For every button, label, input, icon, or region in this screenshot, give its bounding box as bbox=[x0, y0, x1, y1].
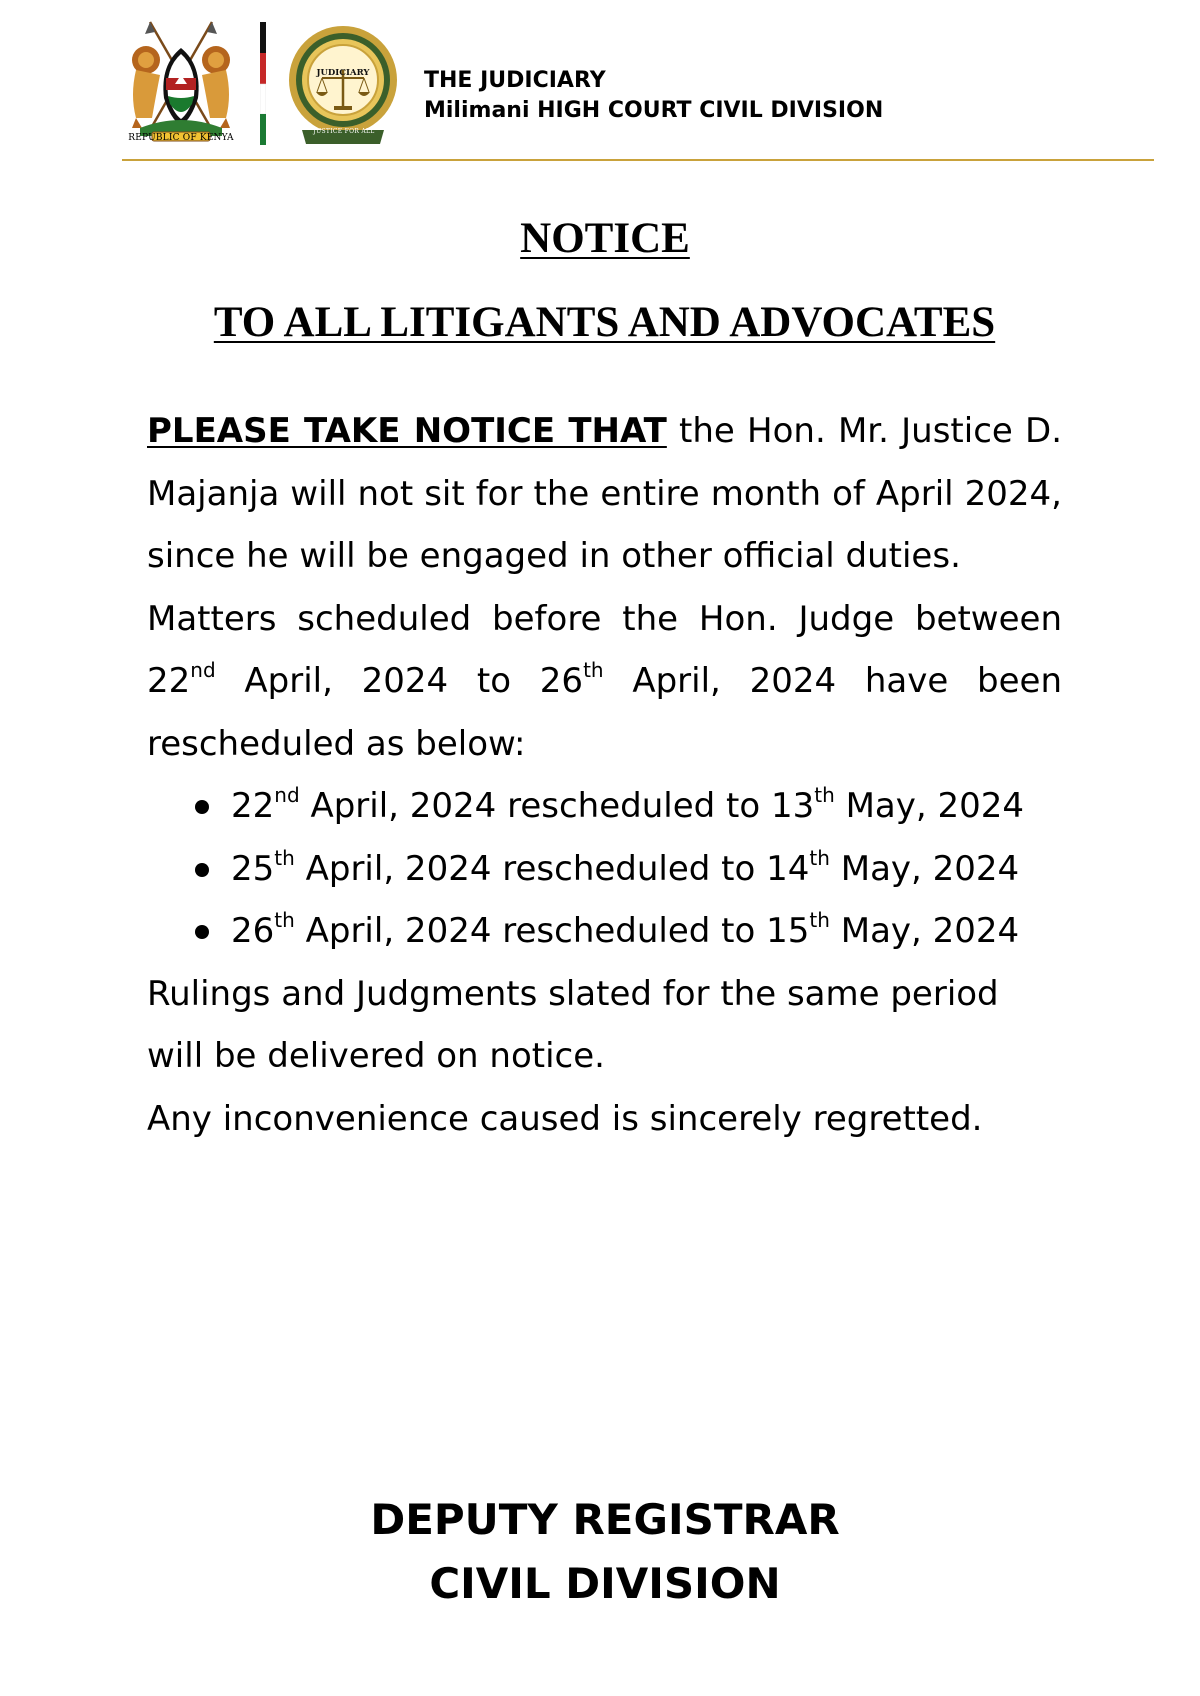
organization-name: THE JUDICIARY bbox=[424, 68, 606, 93]
schedule-text: Matters scheduled before the Hon. Judge between 22 bbox=[147, 598, 1062, 701]
header-divider bbox=[122, 159, 1154, 161]
signatory-title: DEPUTY REGISTRAR bbox=[370, 1495, 840, 1544]
schedule-text: April, 2024 to 26 bbox=[215, 661, 584, 701]
reschedule-text: May, 2024 bbox=[834, 786, 1025, 826]
page-subtitle: TO ALL LITIGANTS AND ADVOCATES bbox=[213, 299, 996, 346]
from-day: 25 bbox=[231, 848, 275, 889]
ordinal-suffix: nd bbox=[274, 783, 300, 807]
list-item bbox=[231, 775, 1062, 838]
bullet-icon bbox=[195, 925, 209, 939]
ordinal-suffix: th bbox=[814, 783, 835, 807]
rulings-paragraph: Rulings and Judgments slated for the same period will be delivered on notice. bbox=[147, 973, 999, 1076]
ordinal-suffix: th bbox=[274, 845, 295, 870]
notice-text: the Hon. Mr. Justice D. Majanja will not sit for the entire month of April 2024, since he will be engaged in other official duties. bbox=[147, 411, 1062, 576]
bullet-icon bbox=[195, 800, 209, 814]
notice-lead: PLEASE TAKE NOTICE THAT bbox=[147, 411, 667, 451]
ordinal-suffix: nd bbox=[190, 658, 216, 682]
ordinal-suffix: th bbox=[809, 908, 830, 932]
schedule-text: April, 2024 have been rescheduled as below: bbox=[147, 661, 1062, 764]
ordinal-suffix: th bbox=[274, 908, 295, 932]
kenya-coat-of-arms-icon bbox=[122, 20, 240, 148]
from-day: 22 bbox=[231, 786, 275, 826]
letterhead bbox=[0, 0, 1200, 170]
ordinal-suffix: th bbox=[809, 845, 830, 870]
schedule-paragraph bbox=[147, 588, 1062, 776]
reschedule-text: April, 2024 rescheduled to 15 bbox=[294, 911, 810, 951]
list-item bbox=[231, 900, 1062, 963]
seal-label: JUDICIARY bbox=[316, 68, 370, 78]
emblem-label: REPUBLIC OF KENYA bbox=[128, 133, 234, 143]
page-title: NOTICE bbox=[520, 215, 690, 262]
notice-paragraph bbox=[147, 400, 1062, 588]
reschedule-text: April, 2024 rescheduled to 13 bbox=[299, 786, 815, 826]
organization-division: Milimani HIGH COURT CIVIL DIVISION bbox=[424, 98, 884, 123]
organization-block bbox=[424, 66, 883, 126]
reschedule-list bbox=[147, 775, 1062, 963]
seal-motto: JUSTICE FOR ALL bbox=[313, 128, 375, 135]
apology-paragraph: Any inconvenience caused is sincerely regretted. bbox=[147, 1098, 983, 1139]
reschedule-text: May, 2024 bbox=[829, 911, 1020, 951]
reschedule-text: April, 2024 rescheduled to 14 bbox=[294, 848, 810, 889]
bullet-icon bbox=[195, 863, 209, 877]
flag-divider bbox=[260, 22, 266, 145]
ordinal-suffix: th bbox=[583, 658, 604, 682]
signatory-division: CIVIL DIVISION bbox=[429, 1559, 781, 1608]
reschedule-text: May, 2024 bbox=[829, 848, 1020, 889]
from-day: 26 bbox=[231, 911, 275, 951]
list-item bbox=[231, 838, 1062, 901]
signature-block bbox=[0, 1488, 1200, 1616]
notice-body bbox=[147, 400, 1062, 1150]
